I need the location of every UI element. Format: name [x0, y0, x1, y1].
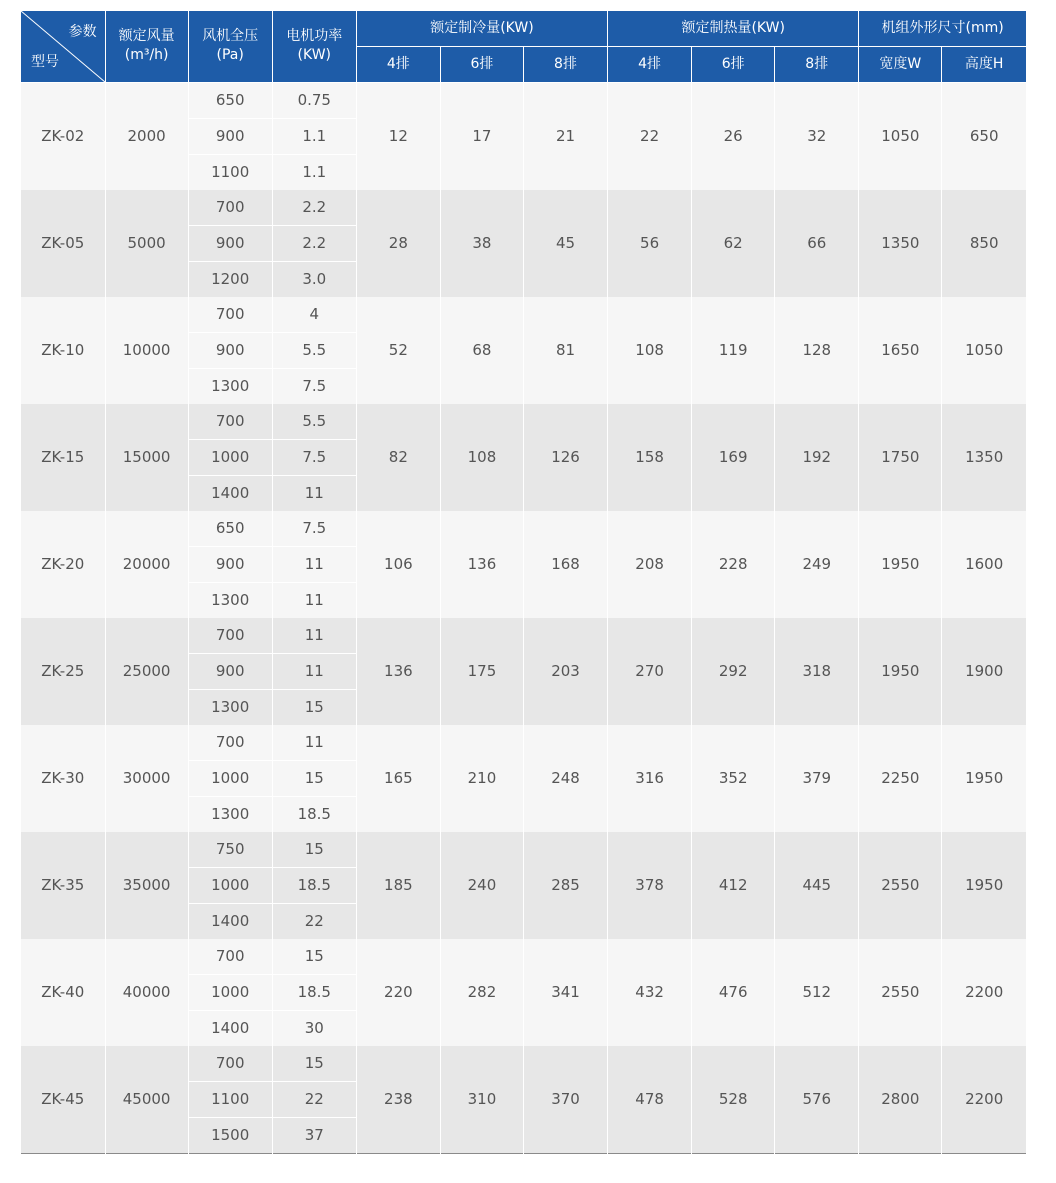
- model-cell: ZK-35: [21, 832, 105, 939]
- pressure-cell: 1300: [188, 368, 272, 404]
- cooling-8-rows-cell: 203: [523, 618, 607, 725]
- cooling-6-rows-cell: 108: [440, 404, 523, 511]
- pressure-cell: 1300: [188, 689, 272, 725]
- power-cell: 18.5: [272, 867, 356, 903]
- power-cell: 7.5: [272, 368, 356, 404]
- table-row: [21, 190, 1026, 226]
- dimensions-header: 机组外形尺寸(mm): [859, 11, 1026, 46]
- heating-4-rows-cell: 158: [608, 404, 692, 511]
- cooling-header: 额定制冷量(KW): [356, 11, 607, 46]
- table-row: [21, 404, 1026, 440]
- cooling-4-rows-cell: 12: [356, 82, 440, 190]
- heating-6-rows-header: 6排: [692, 46, 775, 82]
- cooling-6-rows-cell: 17: [440, 82, 523, 190]
- pressure-cell: 1500: [188, 1117, 272, 1153]
- model-cell: ZK-15: [21, 404, 105, 511]
- heating-6-rows-cell: 169: [692, 404, 775, 511]
- heating-8-rows-cell: 249: [775, 511, 859, 618]
- model-cell: ZK-30: [21, 725, 105, 832]
- heating-8-rows-cell: 445: [775, 832, 859, 939]
- cooling-6-rows-cell: 68: [440, 297, 523, 404]
- airflow-cell: 10000: [105, 297, 188, 404]
- heating-4-rows-cell: 478: [608, 1046, 692, 1154]
- heating-6-rows-cell: 352: [692, 725, 775, 832]
- cooling-4-rows-cell: 106: [356, 511, 440, 618]
- pressure-cell: 1400: [188, 903, 272, 939]
- model-cell: ZK-10: [21, 297, 105, 404]
- heating-8-rows-cell: 379: [775, 725, 859, 832]
- pressure-cell: 1100: [188, 154, 272, 190]
- power-cell: 0.75: [272, 82, 356, 118]
- heating-6-rows-cell: 62: [692, 190, 775, 297]
- width-cell: 1050: [859, 82, 942, 190]
- pressure-header-title: 风机全压: [202, 28, 259, 45]
- cooling-8-rows-cell: 285: [523, 832, 607, 939]
- heating-6-rows-cell: 292: [692, 618, 775, 725]
- airflow-cell: 5000: [105, 190, 188, 297]
- cooling-8-rows-cell: 248: [523, 725, 607, 832]
- airflow-cell: 35000: [105, 832, 188, 939]
- table-row: [21, 82, 1026, 118]
- power-cell: 2.2: [272, 190, 356, 226]
- pressure-cell: 700: [188, 404, 272, 440]
- cooling-4-rows-cell: 136: [356, 618, 440, 725]
- heating-8-rows-cell: 32: [775, 82, 859, 190]
- pressure-cell: 900: [188, 546, 272, 582]
- pressure-cell: 700: [188, 1046, 272, 1082]
- model-cell: ZK-02: [21, 82, 105, 190]
- heating-8-rows-cell: 66: [775, 190, 859, 297]
- power-cell: 1.1: [272, 154, 356, 190]
- width-cell: 2550: [859, 939, 942, 1046]
- cooling-4-rows-header: 4排: [356, 46, 440, 82]
- model-label: 型号: [31, 53, 59, 70]
- power-cell: 15: [272, 760, 356, 796]
- pressure-cell: 700: [188, 725, 272, 761]
- heating-4-rows-cell: 208: [608, 511, 692, 618]
- cooling-4-rows-cell: 185: [356, 832, 440, 939]
- cooling-8-rows-cell: 168: [523, 511, 607, 618]
- pressure-cell: 750: [188, 832, 272, 868]
- power-header-title: 电机功率: [286, 28, 343, 45]
- height-cell: 850: [942, 190, 1026, 297]
- heating-6-rows-cell: 476: [692, 939, 775, 1046]
- heating-8-rows-cell: 576: [775, 1046, 859, 1154]
- height-cell: 1050: [942, 297, 1026, 404]
- heating-8-rows-cell: 192: [775, 404, 859, 511]
- power-cell: 3.0: [272, 261, 356, 297]
- power-cell: 2.2: [272, 225, 356, 261]
- heating-4-rows-cell: 22: [608, 82, 692, 190]
- cooling-4-rows-cell: 220: [356, 939, 440, 1046]
- power-cell: 7.5: [272, 439, 356, 475]
- power-cell: 18.5: [272, 796, 356, 832]
- power-cell: 7.5: [272, 511, 356, 547]
- airflow-header-title: 额定风量: [118, 28, 175, 45]
- heating-4-rows-cell: 316: [608, 725, 692, 832]
- power-cell: 18.5: [272, 974, 356, 1010]
- model-cell: ZK-05: [21, 190, 105, 297]
- width-header: 宽度W: [859, 46, 942, 82]
- height-cell: 2200: [942, 939, 1026, 1046]
- table-row: [21, 618, 1026, 654]
- cooling-4-rows-cell: 238: [356, 1046, 440, 1154]
- table-row: [21, 511, 1026, 547]
- cooling-4-rows-cell: 165: [356, 725, 440, 832]
- height-cell: 2200: [942, 1046, 1026, 1154]
- width-cell: 2550: [859, 832, 942, 939]
- power-cell: 4: [272, 297, 356, 333]
- table-row: [21, 939, 1026, 975]
- pressure-cell: 700: [188, 939, 272, 975]
- cooling-8-rows-cell: 370: [523, 1046, 607, 1154]
- table-row: [21, 1046, 1026, 1082]
- model-cell: ZK-40: [21, 939, 105, 1046]
- power-cell: 11: [272, 725, 356, 761]
- heating-8-rows-cell: 512: [775, 939, 859, 1046]
- width-cell: 1350: [859, 190, 942, 297]
- power-cell: 11: [272, 546, 356, 582]
- pressure-header-unit: (Pa): [216, 47, 244, 64]
- pressure-cell: 1200: [188, 261, 272, 297]
- model-cell: ZK-20: [21, 511, 105, 618]
- pressure-cell: 900: [188, 225, 272, 261]
- airflow-cell: 30000: [105, 725, 188, 832]
- heating-6-rows-cell: 528: [692, 1046, 775, 1154]
- heating-8-rows-cell: 128: [775, 297, 859, 404]
- pressure-cell: 1300: [188, 582, 272, 618]
- airflow-header-unit: (m³/h): [124, 47, 169, 64]
- cooling-4-rows-cell: 28: [356, 190, 440, 297]
- cooling-6-rows-cell: 310: [440, 1046, 523, 1154]
- pressure-cell: 700: [188, 618, 272, 654]
- power-cell: 11: [272, 475, 356, 511]
- height-cell: 1950: [942, 832, 1026, 939]
- heating-4-rows-cell: 378: [608, 832, 692, 939]
- power-cell: 15: [272, 1046, 356, 1082]
- height-cell: 1600: [942, 511, 1026, 618]
- pressure-cell: 700: [188, 190, 272, 226]
- pressure-cell: 1100: [188, 1081, 272, 1117]
- cooling-6-rows-cell: 210: [440, 725, 523, 832]
- heating-4-rows-cell: 270: [608, 618, 692, 725]
- pressure-cell: 1000: [188, 867, 272, 903]
- power-cell: 11: [272, 618, 356, 654]
- pressure-header: [188, 11, 272, 82]
- width-cell: 1950: [859, 511, 942, 618]
- power-cell: 30: [272, 1010, 356, 1046]
- heating-header: 额定制热量(KW): [608, 11, 859, 46]
- power-cell: 15: [272, 939, 356, 975]
- width-cell: 2250: [859, 725, 942, 832]
- power-cell: 1.1: [272, 118, 356, 154]
- spec-table-body: [21, 82, 1026, 1153]
- airflow-cell: 45000: [105, 1046, 188, 1154]
- corner-header-cell: [21, 11, 105, 82]
- cooling-8-rows-cell: 81: [523, 297, 607, 404]
- spec-table: [21, 11, 1026, 1154]
- power-cell: 11: [272, 582, 356, 618]
- power-cell: 15: [272, 832, 356, 868]
- pressure-cell: 1400: [188, 1010, 272, 1046]
- width-cell: 1750: [859, 404, 942, 511]
- cooling-6-rows-cell: 38: [440, 190, 523, 297]
- heating-8-rows-header: 8排: [775, 46, 859, 82]
- heating-4-rows-cell: 108: [608, 297, 692, 404]
- width-cell: 1950: [859, 618, 942, 725]
- table-row: [21, 832, 1026, 868]
- height-cell: 650: [942, 82, 1026, 190]
- width-cell: 1650: [859, 297, 942, 404]
- pressure-cell: 1000: [188, 439, 272, 475]
- cooling-6-rows-header: 6排: [440, 46, 523, 82]
- heating-6-rows-cell: 119: [692, 297, 775, 404]
- cooling-8-rows-cell: 45: [523, 190, 607, 297]
- power-cell: 11: [272, 653, 356, 689]
- power-cell: 22: [272, 903, 356, 939]
- airflow-cell: 40000: [105, 939, 188, 1046]
- height-cell: 1350: [942, 404, 1026, 511]
- airflow-cell: 2000: [105, 82, 188, 190]
- heating-8-rows-cell: 318: [775, 618, 859, 725]
- table-row: [21, 725, 1026, 761]
- pressure-cell: 1000: [188, 760, 272, 796]
- cooling-8-rows-cell: 126: [523, 404, 607, 511]
- heating-4-rows-cell: 432: [608, 939, 692, 1046]
- cooling-6-rows-cell: 240: [440, 832, 523, 939]
- cooling-4-rows-cell: 52: [356, 297, 440, 404]
- pressure-cell: 1300: [188, 796, 272, 832]
- power-cell: 37: [272, 1117, 356, 1153]
- power-cell: 15: [272, 689, 356, 725]
- heating-6-rows-cell: 228: [692, 511, 775, 618]
- cooling-6-rows-cell: 175: [440, 618, 523, 725]
- model-cell: ZK-25: [21, 618, 105, 725]
- airflow-cell: 20000: [105, 511, 188, 618]
- pressure-cell: 1400: [188, 475, 272, 511]
- width-cell: 2800: [859, 1046, 942, 1154]
- pressure-cell: 650: [188, 511, 272, 547]
- pressure-cell: 1000: [188, 974, 272, 1010]
- cooling-8-rows-header: 8排: [523, 46, 607, 82]
- power-header-unit: (KW): [297, 47, 331, 64]
- param-label: 参数: [68, 24, 97, 40]
- power-cell: 5.5: [272, 404, 356, 440]
- heating-4-rows-cell: 56: [608, 190, 692, 297]
- height-header: 高度H: [942, 46, 1026, 82]
- cooling-4-rows-cell: 82: [356, 404, 440, 511]
- pressure-cell: 900: [188, 332, 272, 368]
- model-cell: ZK-45: [21, 1046, 105, 1154]
- heating-4-rows-header: 4排: [608, 46, 692, 82]
- pressure-cell: 700: [188, 297, 272, 333]
- power-cell: 22: [272, 1081, 356, 1117]
- pressure-cell: 900: [188, 118, 272, 154]
- airflow-cell: 15000: [105, 404, 188, 511]
- cooling-6-rows-cell: 282: [440, 939, 523, 1046]
- cooling-8-rows-cell: 21: [523, 82, 607, 190]
- heating-6-rows-cell: 26: [692, 82, 775, 190]
- height-cell: 1950: [942, 725, 1026, 832]
- airflow-header: [105, 11, 188, 82]
- pressure-cell: 650: [188, 82, 272, 118]
- cooling-8-rows-cell: 341: [523, 939, 607, 1046]
- table-row: [21, 297, 1026, 333]
- airflow-cell: 25000: [105, 618, 188, 725]
- height-cell: 1900: [942, 618, 1026, 725]
- pressure-cell: 900: [188, 653, 272, 689]
- cooling-6-rows-cell: 136: [440, 511, 523, 618]
- heating-6-rows-cell: 412: [692, 832, 775, 939]
- power-cell: 5.5: [272, 332, 356, 368]
- power-header: [272, 11, 356, 82]
